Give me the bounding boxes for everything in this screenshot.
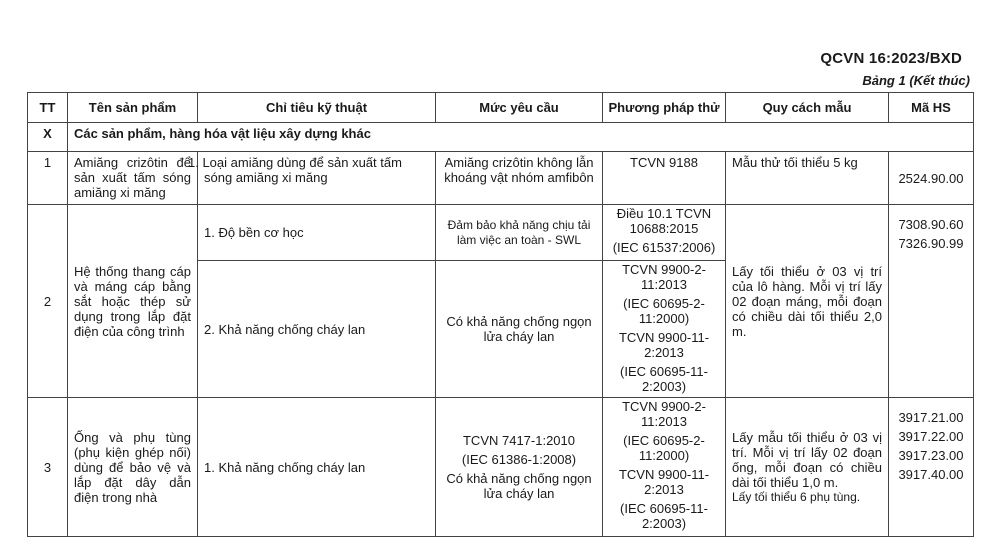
row-criteria: 2. Khả năng chống cháy lan	[198, 261, 436, 398]
row-hs-code: 2524.90.00	[889, 152, 974, 205]
hs-code: 3917.40.00	[898, 467, 964, 482]
hs-code: 3917.21.00	[898, 410, 964, 425]
table-caption: Bảng 1 (Kết thúc)	[862, 73, 970, 88]
hs-code: 7326.90.99	[898, 236, 964, 251]
row-criteria: 1. Khả năng chống cháy lan	[198, 398, 436, 537]
row-hs-codes	[889, 398, 974, 537]
row-product: Hệ thống thang cáp và máng cáp bằng sắt hoặc thép sử dụng trong lắp đặt điện của công trình	[68, 205, 198, 398]
table-row	[28, 398, 974, 537]
table-header-row	[28, 93, 974, 123]
sample-extra: Lấy tối thiểu 6 phụ tùng.	[732, 489, 861, 504]
group-tt: X	[28, 123, 68, 152]
row-tt: 2	[28, 205, 68, 398]
row-criteria: 1. Độ bền cơ học	[198, 205, 436, 261]
row-sample	[726, 398, 889, 537]
table-row	[28, 205, 974, 261]
col-header-method: Phương pháp thử	[603, 93, 726, 123]
spec-table	[27, 92, 974, 537]
sample-text: Lấy mẫu tối thiểu ở 03 vị trí. Mỗi vị trí lấy 02 đoạn ống, mỗi đoạn có chiều dài tối thiểu 1,0 m.	[732, 429, 882, 490]
hs-code: 7308.90.60	[898, 217, 964, 232]
group-title: Các sản phẩm, hàng hóa vật liệu xây dựng khác	[68, 123, 974, 152]
requirement-line: TCVN 7417-1:2010	[462, 433, 575, 448]
row-requirement: Amiăng crizôtin không lẫn khoáng vật nhóm amfibôn	[436, 152, 603, 205]
method-line: TCVN 9900-11-2:2013	[618, 330, 710, 360]
requirement-line: Có khả năng chống ngọn lửa cháy lan	[446, 471, 592, 501]
row-method	[603, 261, 726, 398]
document-code: QCVN 16:2023/BXD	[820, 50, 962, 67]
row-sample: Lấy tối thiểu ở 03 vị trí của lô hàng. Mỗi vị trí lấy 02 đoạn máng, mỗi đoạn có chiều dài tối thiểu 2,0 m.	[726, 205, 889, 398]
col-header-sample: Quy cách mẫu	[726, 93, 889, 123]
row-method: TCVN 9188	[603, 152, 726, 205]
method-line: (IEC 60695-2-11:2000)	[623, 296, 705, 326]
method-line: Điều 10.1 TCVN 10688:2015	[616, 206, 712, 236]
col-header-requirement: Mức yêu cầu	[436, 93, 603, 123]
table-row	[28, 152, 974, 205]
row-product: Amiăng crizôtin để sản xuất tấm sóng amiăng xi măng	[68, 152, 198, 205]
method-line: (IEC 60695-11-2:2003)	[620, 364, 708, 394]
row-tt: 3	[28, 398, 68, 537]
method-line: (IEC 60695-2-11:2000)	[623, 433, 705, 463]
hs-code: 3917.23.00	[898, 448, 964, 463]
method-line: (IEC 60695-11-2:2003)	[620, 501, 708, 531]
row-method	[603, 205, 726, 261]
row-hs-codes	[889, 205, 974, 398]
method-line: TCVN 9900-11-2:2013	[618, 467, 710, 497]
row-requirement: Đảm bảo khả năng chịu tải làm việc an toàn - SWL	[436, 205, 603, 261]
method-line: TCVN 9900-2-11:2013	[622, 399, 706, 429]
group-row	[28, 123, 974, 152]
method-line: TCVN 9900-2-11:2013	[622, 262, 706, 292]
row-method	[603, 398, 726, 537]
row-product: Ống và phụ tùng (phụ kiện ghép nối) dùng để bảo vệ và lắp đặt dây dẫn điện trong nhà	[68, 398, 198, 537]
row-tt: 1	[28, 152, 68, 205]
col-header-tt: TT	[28, 93, 68, 123]
col-header-hs: Mã HS	[889, 93, 974, 123]
requirement-line: (IEC 61386-1:2008)	[461, 452, 577, 467]
method-line: (IEC 61537:2006)	[612, 240, 716, 255]
row-requirement	[436, 398, 603, 537]
col-header-criteria: Chỉ tiêu kỹ thuật	[198, 93, 436, 123]
row-requirement: Có khả năng chống ngọn lửa cháy lan	[436, 261, 603, 398]
col-header-product: Tên sản phẩm	[68, 93, 198, 123]
row-sample: Mẫu thử tối thiểu 5 kg	[726, 152, 889, 205]
hs-code: 3917.22.00	[898, 429, 964, 444]
row-criteria: 1. Loại amiăng dùng để sản xuất tấm sóng amiăng xi măng	[198, 152, 436, 205]
